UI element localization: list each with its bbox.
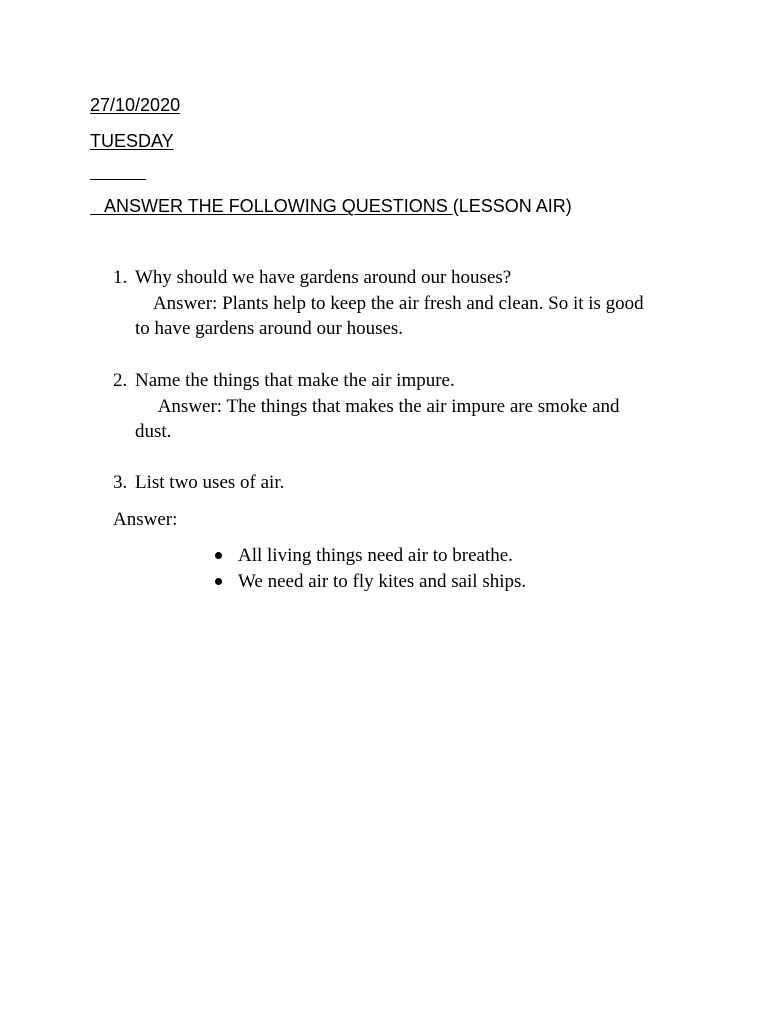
- question-number: 2.: [113, 370, 128, 391]
- bullet-item: We need air to fly kites and sail ships.: [238, 571, 527, 592]
- heading-underlined: ANSWER THE FOLLOWING QUESTIONS: [90, 196, 453, 216]
- heading-rest: (LESSON AIR): [452, 196, 572, 216]
- question-text: Name the things that make the air impure.: [135, 370, 455, 391]
- date: 27/10/2020: [90, 95, 181, 115]
- answer-label: Answer:: [113, 509, 178, 530]
- answer-line: Answer: Plants help to keep the air fresh and clean. So it is good: [135, 293, 644, 314]
- day: TUESDAY: [90, 131, 174, 151]
- question-text: List two uses of air.: [135, 472, 285, 493]
- question-text: Why should we have gardens around our houses?: [135, 267, 512, 288]
- answer-line: to have gardens around our houses.: [135, 318, 404, 339]
- underline-blank: [90, 179, 146, 180]
- bullet-item: All living things need air to breathe.: [238, 545, 513, 566]
- question-number: 3.: [113, 472, 128, 493]
- bullet-icon: [215, 578, 222, 585]
- answer-line: Answer: The things that makes the air impure are smoke and: [135, 396, 620, 417]
- bullet-icon: [215, 552, 222, 559]
- answer-line: dust.: [135, 421, 172, 442]
- heading: [90, 194, 572, 218]
- question-number: 1.: [113, 267, 128, 288]
